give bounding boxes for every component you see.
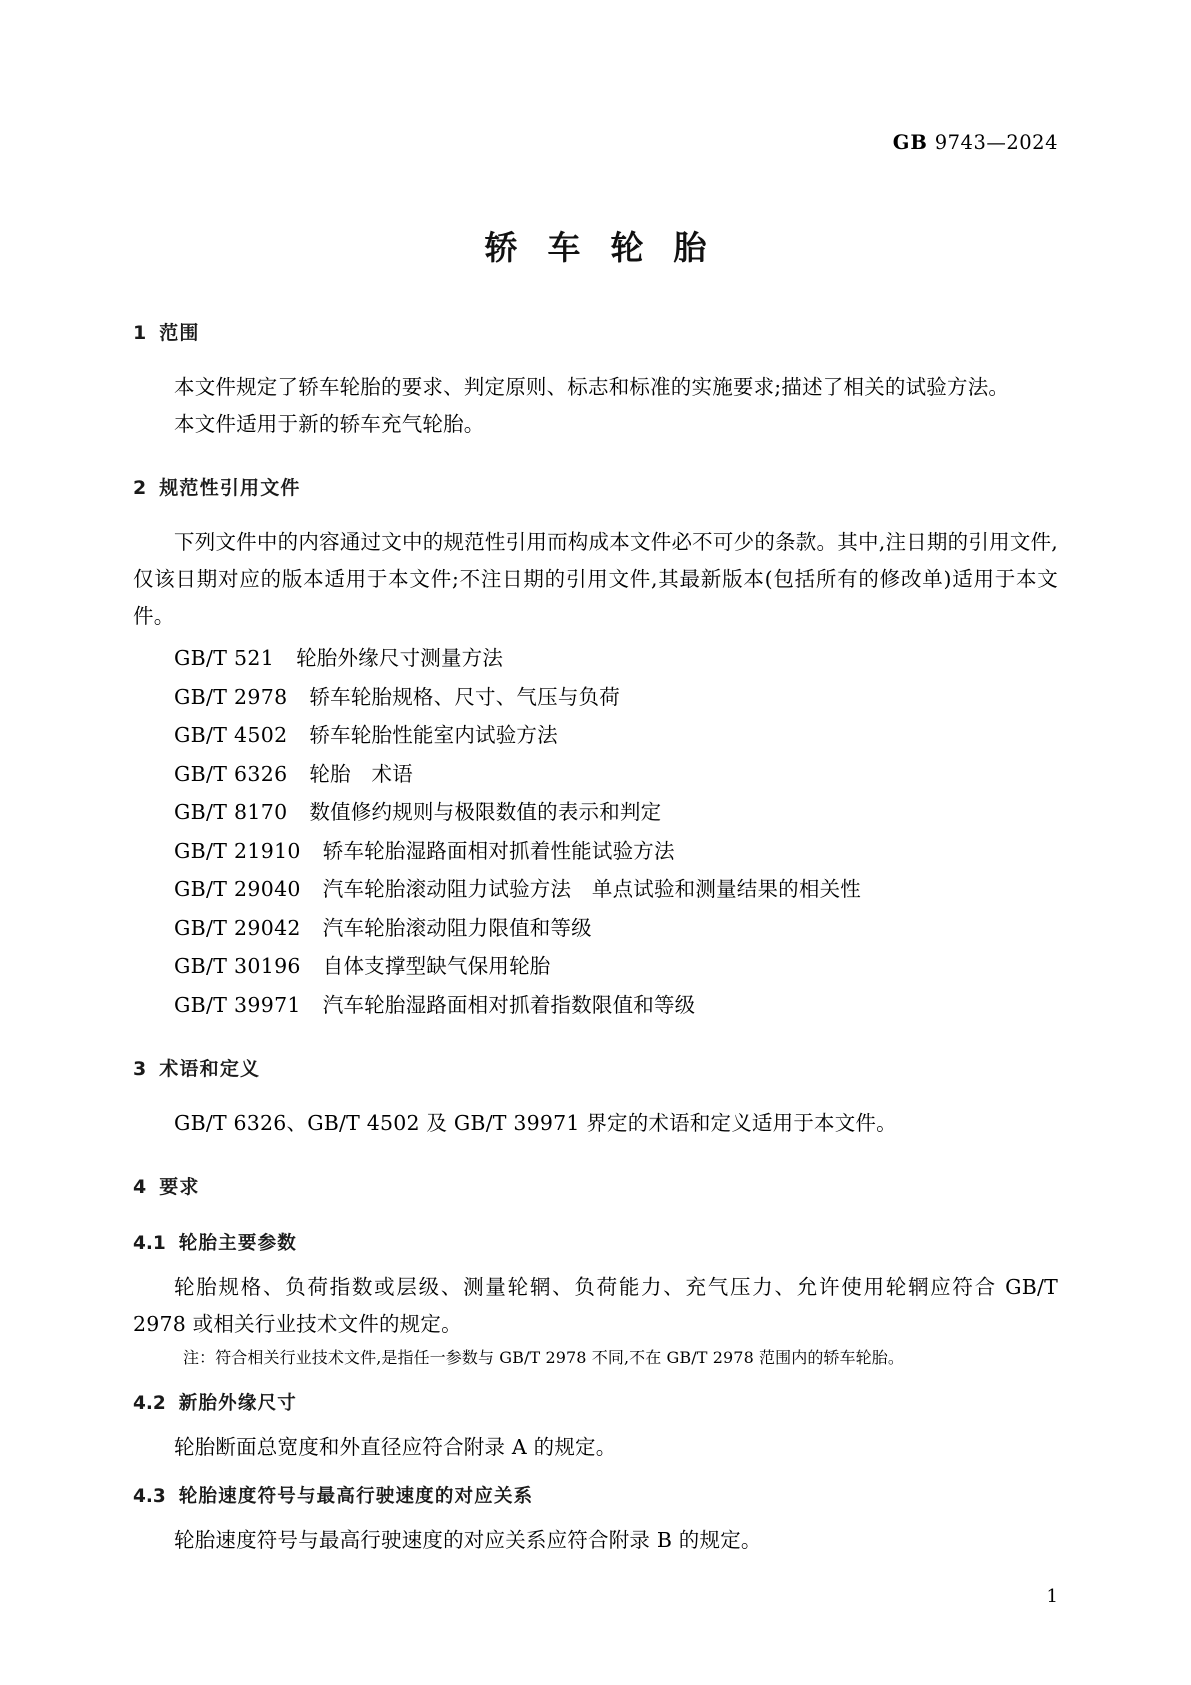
list-item (133, 716, 1058, 755)
normative-reference-list (133, 639, 1058, 1024)
paragraph-4-3: 轮胎速度符号与最高行驶速度的对应关系应符合附录 B 的规定。 (174, 1528, 762, 1552)
section-title-3: 术语和定义 (159, 1058, 261, 1080)
reference-code: GB/T 4502 (174, 723, 288, 747)
section-heading-2 (133, 473, 1058, 500)
reference-title: 轮胎外缘尺寸测量方法 (296, 646, 504, 670)
paragraph-scope-2: 本文件适用于新的轿车充气轮胎。 (174, 412, 485, 436)
reference-code: GB/T 29040 (174, 877, 301, 901)
paragraph-normative-refs: 下列文件中的内容通过文中的规范性引用而构成本文件必不可少的条款。其中,注日期的引用文件,仅该日期对应的版本适用于本文件;不注日期的引用文件,其最新版本(包括所有的修改单)适用于本文件。 (133, 530, 1058, 628)
subsection-title-4-2: 新胎外缘尺寸 (178, 1393, 297, 1414)
reference-title: 汽车轮胎滚动阻力试验方法 单点试验和测量结果的相关性 (322, 877, 861, 901)
reference-code: GB/T 30196 (174, 954, 301, 978)
list-item (133, 947, 1058, 986)
reference-code: GB/T 29042 (174, 915, 301, 940)
reference-title: 自体支撑型缺气保用轮胎 (322, 954, 551, 978)
reference-code: GB/T 8170 (174, 800, 288, 824)
subsection-number-4-1: 4.1 (133, 1233, 166, 1254)
list-item (133, 832, 1058, 871)
subsection-number-4-2: 4.2 (133, 1393, 166, 1414)
reference-code: GB/T 6326 (174, 761, 288, 786)
subsection-heading-4-3 (133, 1482, 1058, 1508)
list-item (133, 793, 1058, 832)
subsection-heading-4-2 (133, 1389, 1058, 1415)
section-heading-4 (133, 1172, 1058, 1199)
section-number-4: 4 (133, 1176, 147, 1198)
reference-title: 汽车轮胎湿路面相对抓着指数限值和等级 (322, 992, 696, 1017)
reference-title: 数值修约规则与极限数值的表示和判定 (309, 800, 662, 824)
reference-title: 轿车轮胎湿路面相对抓着性能试验方法 (322, 838, 675, 863)
section-title-4: 要求 (159, 1176, 200, 1198)
list-item (133, 755, 1058, 794)
standard-mark: GB (892, 131, 928, 154)
section-number-3: 3 (133, 1058, 147, 1080)
subsection-title-4-1: 轮胎主要参数 (178, 1233, 297, 1254)
paragraph-4-2: 轮胎断面总宽度和外直径应符合附录 A 的规定。 (174, 1435, 617, 1459)
list-item (133, 678, 1058, 717)
standard-number: 9743—2024 (934, 131, 1058, 154)
reference-title: 轿车轮胎性能室内试验方法 (309, 723, 558, 747)
reference-code: GB/T 521 (174, 646, 275, 670)
paragraph-terms-definitions: GB/T 6326、GB/T 4502 及 GB/T 39971 界定的术语和定义适用于本文件。 (174, 1111, 897, 1135)
paragraph-4-1: 轮胎规格、负荷指数或层级、测量轮辋、负荷能力、充气压力、允许使用轮辋应符合 GB/T 2978 或相关行业技术文件的规定。 (133, 1275, 1058, 1336)
list-item (133, 909, 1058, 948)
subsection-title-4-3: 轮胎速度符号与最高行驶速度的对应关系 (178, 1486, 534, 1507)
running-header (0, 131, 1058, 154)
subsection-number-4-3: 4.3 (133, 1486, 166, 1507)
reference-title: 轿车轮胎规格、尺寸、气压与负荷 (309, 684, 620, 709)
subsection-heading-4-1 (133, 1229, 1058, 1255)
document-body (133, 318, 1058, 1559)
reference-code: GB/T 21910 (174, 838, 301, 863)
section-heading-3 (133, 1054, 1058, 1081)
note-4-1: 注：符合相关行业技术文件,是指任一参数与 GB/T 2978 不同,不在 GB/T 2978 范围内的轿车轮胎。 (183, 1348, 904, 1367)
section-title-2: 规范性引用文件 (159, 477, 301, 499)
reference-title: 轮胎 术语 (309, 761, 413, 786)
list-item (133, 870, 1058, 909)
section-number-2: 2 (133, 477, 147, 499)
section-number-1: 1 (133, 322, 147, 344)
reference-code: GB/T 2978 (174, 684, 288, 709)
page-title: 轿车轮胎 (484, 228, 737, 267)
section-title-1: 范围 (159, 322, 200, 344)
paragraph-scope-1: 本文件规定了轿车轮胎的要求、判定原则、标志和标准的实施要求;描述了相关的试验方法。 (174, 375, 1010, 399)
page-number: 1 (1046, 1586, 1058, 1607)
list-item (133, 986, 1058, 1025)
list-item (133, 639, 1058, 678)
reference-title: 汽车轮胎滚动阻力限值和等级 (322, 915, 592, 940)
section-heading-1 (133, 318, 1058, 345)
reference-code: GB/T 39971 (174, 992, 301, 1017)
